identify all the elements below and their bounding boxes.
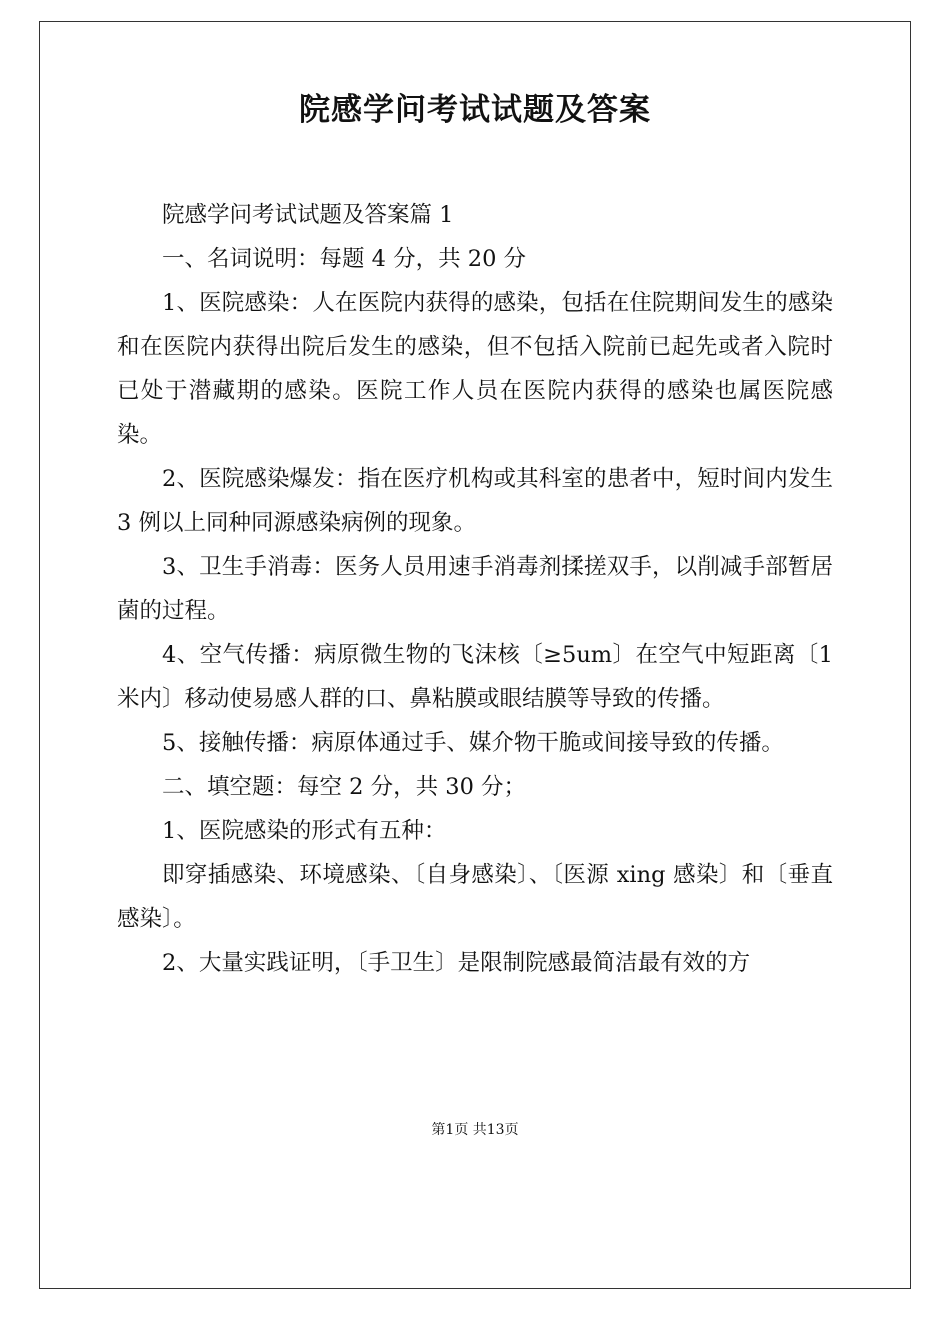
- paragraph: 2、大量实践证明，〔手卫生〕是限制院感最简洁最有效的方: [162, 950, 751, 976]
- paragraph: 即穿插感染、环境感染、〔自身感染〕、〔医源 xing 感染〕和〔垂直感染〕。: [117, 862, 833, 932]
- document-body: [117, 193, 833, 985]
- page-number: 第1页 共13页: [431, 1122, 519, 1138]
- paragraph: 5、接触传播：病原体通过手、媒介物干脆或间接导致的传播。: [162, 730, 784, 756]
- paragraph: 3、卫生手消毒：医务人员用速手消毒剂揉搓双手，以削减手部暂居菌的过程。: [117, 554, 833, 624]
- paragraph: 4、空气传播：病原微生物的飞沫核〔≥5um〕在空气中短距离〔1 米内〕移动使易感人群的口、鼻粘膜或眼结膜等导致的传播。: [117, 642, 833, 712]
- question-group-heading: 一、名词说明：每题 4 分，共 20 分: [162, 246, 527, 272]
- section-heading: 院感学问考试试题及答案篇 1: [162, 202, 454, 228]
- paragraph: 2、医院感染爆发：指在医疗机构或其科室的患者中，短时间内发生 3 例以上同种同源感染病例的现象。: [117, 466, 833, 536]
- document-title: 院感学问考试试题及答案: [299, 92, 651, 128]
- question-group-heading: 二、填空题：每空 2 分，共 30 分；: [162, 774, 527, 800]
- paragraph: 1、医院感染：人在医院内获得的感染，包括在住院期间发生的感染和在医院内获得出院后发生的感染，但不包括入院前已起先或者入院时已处于潜藏期的感染。医院工作人员在医院内获得的感染也属医院感染。: [117, 290, 833, 448]
- paragraph: 1、医院感染的形式有五种：: [162, 818, 447, 844]
